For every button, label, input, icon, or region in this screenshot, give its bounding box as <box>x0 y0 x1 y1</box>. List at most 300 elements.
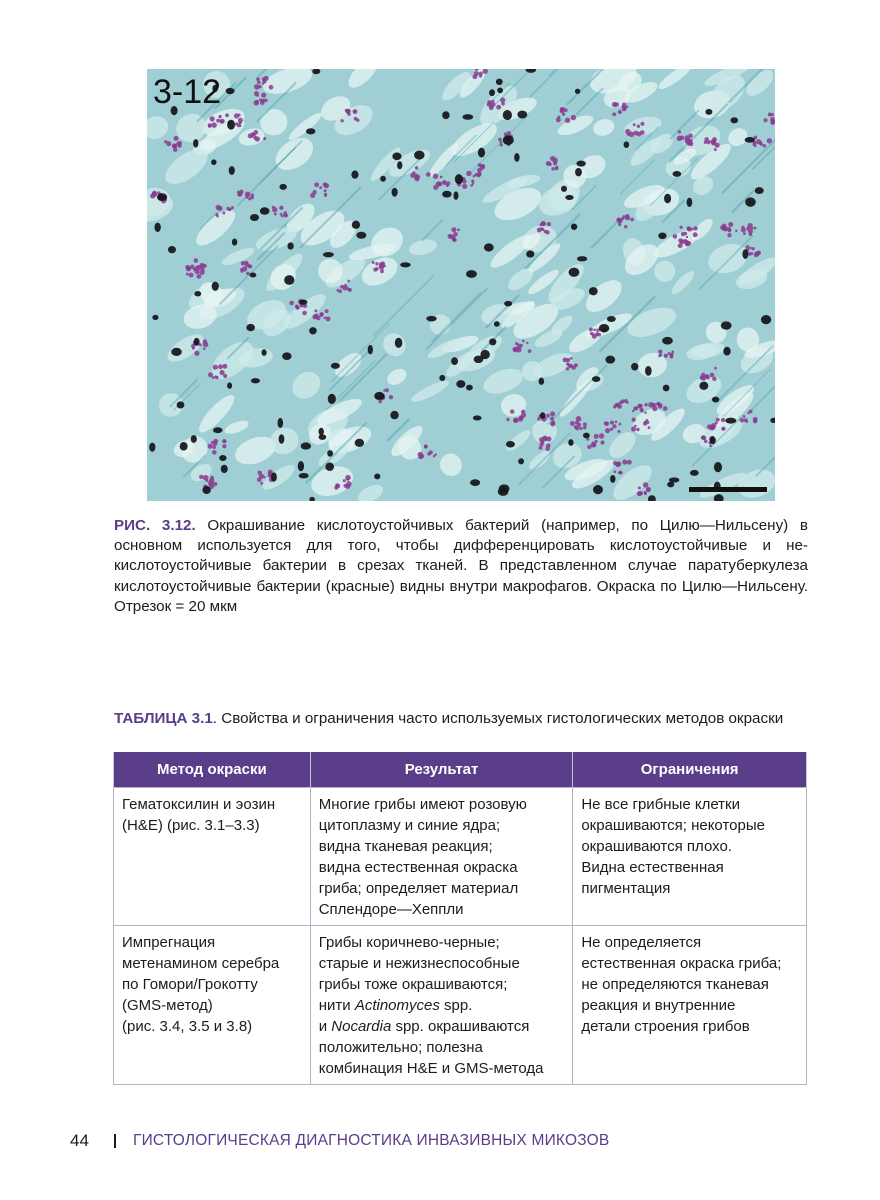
nucleus <box>610 475 615 483</box>
bacteria-dot <box>419 455 423 459</box>
bacteria-dot <box>335 483 339 487</box>
bacteria-dot <box>272 207 277 212</box>
bacteria-dot <box>506 418 509 421</box>
nucleus <box>157 193 167 201</box>
cell-line: Грибы коричнево-черные; <box>318 934 500 951</box>
bacteria-dot <box>768 113 772 117</box>
bacteria-dot <box>343 479 346 482</box>
figure-label: 3-12 <box>153 73 222 111</box>
bacteria-dot <box>583 426 587 430</box>
bacteria-dot <box>354 117 358 121</box>
bacteria-dot <box>412 171 415 174</box>
bacteria-dot <box>237 123 241 127</box>
nucleus <box>517 111 527 119</box>
cell-line: детали строения грибов <box>581 1018 750 1035</box>
bacteria-dot <box>615 421 618 424</box>
cell-line <box>319 995 565 1016</box>
bacteria-dot <box>629 132 634 137</box>
table-title-lead: ТАБЛИЦА 3.1 <box>114 710 213 727</box>
bacteria-dot <box>600 440 604 444</box>
cell-line: старые и нежизнеспособные <box>318 955 520 972</box>
nucleus <box>456 380 465 388</box>
nucleus <box>631 363 638 371</box>
bacteria-dot <box>709 444 712 447</box>
bacteria-dot <box>466 171 471 176</box>
bacteria-dot <box>646 488 650 492</box>
nucleus <box>171 348 182 356</box>
cell-line: Импрегнация <box>122 934 216 951</box>
bacteria-dot <box>218 206 223 211</box>
nucleus <box>287 242 293 249</box>
bacteria-dot <box>610 428 613 431</box>
bacteria-dot <box>172 144 177 149</box>
bacteria-dot <box>633 407 637 411</box>
bacteria-dot <box>622 215 625 218</box>
nucleus <box>279 184 286 190</box>
nucleus <box>503 135 514 145</box>
bacteria-dot <box>477 172 482 177</box>
nucleus <box>690 470 699 476</box>
bacteria-dot <box>687 227 692 232</box>
bacteria-dot <box>203 347 206 350</box>
cell-line: Гематоксилин и эозин <box>122 796 276 813</box>
bacteria-dot <box>640 122 644 126</box>
nucleus <box>755 187 764 194</box>
nucleus <box>662 337 673 345</box>
bacteria-dot <box>256 94 258 96</box>
bacteria-dot <box>637 404 642 409</box>
bacteria-dot <box>429 450 433 454</box>
nucleus <box>219 455 226 461</box>
bacteria-dot <box>438 182 443 187</box>
bacteria-dot <box>263 138 265 140</box>
bacteria-dot <box>543 436 548 441</box>
nucleus <box>319 434 327 440</box>
cell-method <box>114 788 311 926</box>
bacteria-dot <box>491 100 494 103</box>
bacteria-dot <box>241 261 246 266</box>
bacteria-dot <box>590 332 592 334</box>
bacteria-dot <box>326 316 331 321</box>
nucleus <box>568 439 573 446</box>
bacteria-dot <box>415 166 418 169</box>
nucleus <box>331 363 340 369</box>
nucleus <box>699 382 708 390</box>
bacteria-dot <box>547 222 551 226</box>
nucleus <box>380 176 386 182</box>
bacteria-dot <box>253 136 257 140</box>
cell-line: окрашиваются; некоторые <box>581 817 765 834</box>
bacteria-dot <box>325 309 329 313</box>
bacteria-dot <box>659 354 662 357</box>
cell-line: (рис. 3.4, 3.5 и 3.8) <box>122 1018 253 1035</box>
bacteria-dot <box>597 333 601 337</box>
bacteria-dot <box>720 225 725 230</box>
bacteria-dot <box>670 355 673 358</box>
nucleus <box>494 321 500 327</box>
nucleus <box>284 275 294 285</box>
bacteria-dot <box>433 174 438 179</box>
bacteria-dot <box>340 285 344 289</box>
bacteria-dot <box>343 484 347 488</box>
bacteria-dot <box>237 191 240 194</box>
bacteria-dot <box>424 444 428 448</box>
nucleus <box>540 412 545 419</box>
footer-separator <box>114 1134 116 1148</box>
nucleus <box>489 89 495 96</box>
table-row <box>114 788 807 926</box>
nucleus <box>180 442 188 451</box>
bacteria-dot <box>433 185 438 190</box>
cell-line: (H&E) (рис. 3.1–3.3) <box>122 817 260 834</box>
cell-line: метенамином серебра <box>122 955 280 972</box>
nucleus <box>177 401 185 408</box>
bacteria-dot <box>632 418 636 422</box>
cell-line: окрашиваются плохо. <box>581 838 732 855</box>
bacteria-dot <box>500 143 503 146</box>
bacteria-dot <box>763 118 767 122</box>
bacteria-dot <box>714 367 717 370</box>
bacteria-dot <box>346 287 349 290</box>
nucleus <box>497 87 503 93</box>
genus-name: Actinomyces <box>354 997 440 1014</box>
bacteria-dot <box>693 226 697 230</box>
nucleus <box>673 171 682 177</box>
bacteria-dot <box>258 85 261 88</box>
nucleus <box>565 195 573 200</box>
bacteria-dot <box>546 443 550 447</box>
bacteria-dot <box>741 227 746 232</box>
bacteria-dot <box>576 416 582 422</box>
nucleus <box>518 458 524 464</box>
caption-text: Окрашивание кислотоустойчивых бактерий (например, по Цилю—Нильсену) в основном используется для того, чтобы дифференцировать кислотоустойчивые и не-кислотоустойчивые бактерии в срезах тканей. В представленном случае паратуберкулеза кислотоустойчивые бактерии (красные) видны внутри макрофагов. Окраска по Цилю—Нильсену. Отрезок = 20 мкм <box>114 517 808 615</box>
bacteria-dot <box>453 236 456 239</box>
bacteria-dot <box>472 74 477 79</box>
bacteria-dot <box>637 125 640 128</box>
bacteria-dot <box>269 85 274 90</box>
bacteria-dot <box>384 265 386 267</box>
bacteria-dot <box>323 317 326 320</box>
bacteria-dot <box>621 399 625 403</box>
nucleus <box>149 443 155 452</box>
bacteria-dot <box>624 225 627 228</box>
bacteria-dot <box>414 174 419 179</box>
bacteria-dot <box>617 430 620 433</box>
bacteria-dot <box>174 136 179 141</box>
cell-line: пигментация <box>581 880 671 897</box>
nucleus <box>571 224 577 230</box>
nucleus <box>390 411 398 419</box>
nucleus <box>414 151 424 160</box>
nucleus <box>730 117 738 123</box>
bacteria-dot <box>658 350 662 354</box>
bacteria-dot <box>216 119 220 123</box>
bacteria-dot <box>346 109 351 114</box>
nucleus <box>589 287 598 295</box>
cell-line: цитоплазму и синие ядра; <box>318 817 501 834</box>
bacteria-dot <box>324 195 326 197</box>
bacteria-dot <box>712 137 717 142</box>
nucleus <box>355 439 364 447</box>
bacteria-dot <box>274 213 277 216</box>
bacteria-dot <box>630 218 634 222</box>
nucleus <box>462 114 473 120</box>
bacteria-dot <box>710 425 715 430</box>
bacteria-dot <box>537 417 540 420</box>
bacteria-dot <box>749 233 752 236</box>
nucleus <box>260 207 270 214</box>
bacteria-dot <box>565 118 570 123</box>
bacteria-dot <box>234 113 239 118</box>
bacteria-dot <box>353 110 356 113</box>
bacteria-dot <box>540 223 543 226</box>
nucleus <box>503 110 512 120</box>
bacteria-dot <box>622 105 625 108</box>
nucleus <box>669 477 680 482</box>
bacteria-dot <box>593 328 596 331</box>
cell-line: грибы тоже окрашиваются; <box>318 976 508 993</box>
bacteria-dot <box>614 470 617 473</box>
nucleus <box>745 137 755 143</box>
bacteria-dot <box>222 211 225 214</box>
bacteria-dot <box>625 215 630 220</box>
nucleus <box>455 174 463 184</box>
bacteria-dot <box>618 218 623 223</box>
bacteria-dot <box>203 475 209 481</box>
cell-line: Не определяется <box>581 934 702 951</box>
nucleus <box>397 161 402 169</box>
nucleus <box>152 315 158 320</box>
nucleus <box>480 350 490 359</box>
bacteria-dot <box>256 77 260 81</box>
bacteria-dot <box>749 247 752 250</box>
text-fragment: spp. <box>439 997 473 1014</box>
header-result: Результат <box>310 752 573 788</box>
bacteria-dot <box>636 428 639 431</box>
bacteria-dot <box>257 477 262 482</box>
bacteria-dot <box>604 421 608 425</box>
table-header-row <box>114 752 807 788</box>
bacteria-dot <box>591 442 597 448</box>
bacteria-dot <box>220 119 225 124</box>
bacteria-dot <box>510 409 514 413</box>
cell-result <box>310 788 573 926</box>
bacteria-dot <box>472 182 475 185</box>
bacteria-dot <box>248 133 253 138</box>
bacteria-dot <box>340 119 343 122</box>
bacteria-dot <box>150 193 155 198</box>
nucleus <box>191 435 197 443</box>
bacteria-dot <box>261 93 266 98</box>
bacteria-dot <box>680 136 685 141</box>
text-fragment: spp. окрашиваются <box>391 1018 530 1035</box>
bacteria-dot <box>380 269 384 273</box>
bacteria-dot <box>186 273 189 276</box>
nucleus <box>395 338 403 348</box>
nucleus <box>514 153 519 162</box>
bacteria-dot <box>194 258 199 263</box>
nucleus <box>351 171 358 179</box>
bacteria-dot <box>574 425 578 429</box>
bacteria-dot <box>211 122 217 128</box>
bacteria-dot <box>577 423 581 427</box>
bacteria-dot <box>740 418 745 423</box>
nucleus <box>489 338 496 345</box>
bacteria-dot <box>526 342 528 344</box>
bacteria-dot <box>319 186 322 189</box>
bacteria-dot <box>743 232 746 235</box>
cell-line: по Гомори/Грокотту <box>122 976 258 993</box>
nucleus <box>226 88 235 94</box>
nucleus <box>714 462 722 472</box>
bacteria-dot <box>302 311 307 316</box>
bacteria-dot <box>566 358 570 362</box>
nucleus <box>298 461 304 471</box>
nucleus <box>328 394 336 404</box>
bacteria-dot <box>496 105 501 110</box>
cell-line: гриба; определяет материал <box>318 880 519 897</box>
bacteria-dot <box>562 112 565 115</box>
bacteria-dot <box>434 453 436 455</box>
bacteria-dot <box>263 476 265 478</box>
bacteria-dot <box>202 264 206 268</box>
nucleus <box>478 148 485 158</box>
nucleus <box>249 272 256 277</box>
bacteria-dot <box>760 143 763 146</box>
bacteria-dot <box>752 247 755 250</box>
nucleus <box>299 473 309 478</box>
bacteria-dot <box>257 81 261 85</box>
bacteria-dot <box>722 427 725 430</box>
nucleus <box>484 243 494 251</box>
bacteria-dot <box>583 422 587 426</box>
bacteria-dot <box>727 227 731 231</box>
bacteria-dot <box>644 421 647 424</box>
bacteria-dot <box>555 167 559 171</box>
bacteria-dot <box>522 340 525 343</box>
nucleus <box>561 186 567 192</box>
bacteria-dot <box>542 228 545 231</box>
bacteria-dot <box>566 367 569 370</box>
bacteria-dot <box>314 309 317 312</box>
nucleus <box>576 160 585 166</box>
nucleus <box>593 485 603 494</box>
bacteria-dot <box>746 227 750 231</box>
bacteria-dot <box>473 175 476 178</box>
bacteria-dot <box>743 415 746 418</box>
bacteria-dot <box>219 370 224 375</box>
bacteria-dot <box>210 116 215 121</box>
bacteria-dot <box>716 418 720 422</box>
bacteria-dot <box>551 167 554 170</box>
bacteria-dot <box>693 232 698 237</box>
text-fragment: нити <box>318 997 355 1014</box>
bacteria-dot <box>208 372 213 377</box>
bacteria-dot <box>489 104 493 108</box>
bacteria-dot <box>262 82 264 84</box>
bacteria-dot <box>212 450 217 455</box>
nucleus <box>607 316 616 322</box>
cell-line: положительно; полезна <box>318 1039 483 1056</box>
bacteria-dot <box>528 349 532 353</box>
bacteria-dot <box>296 306 300 310</box>
bacteria-dot <box>446 184 449 187</box>
nucleus <box>624 141 630 148</box>
bacteria-dot <box>248 197 251 200</box>
bacteria-dot <box>199 475 203 479</box>
cell-line: видна естественная окраска <box>318 859 518 876</box>
bacteria-dot <box>346 478 349 481</box>
nucleus <box>466 270 477 278</box>
bacteria-dot <box>389 395 393 399</box>
bacteria-dot <box>347 280 350 283</box>
cell-limits <box>573 788 807 926</box>
bacteria-dot <box>203 339 207 343</box>
nucleus <box>473 415 482 420</box>
bacteria-dot <box>498 138 502 142</box>
bacteria-dot <box>520 344 523 347</box>
bacteria-dot <box>254 100 260 106</box>
bacteria-dot <box>714 148 717 151</box>
nucleus <box>325 462 334 470</box>
nucleus <box>202 486 210 494</box>
nucleus <box>282 352 291 360</box>
bacteria-dot <box>316 316 321 321</box>
bacteria-dot <box>618 471 621 474</box>
bacteria-dot <box>571 115 576 120</box>
bacteria-dot <box>715 143 720 148</box>
bacteria-dot <box>246 272 250 276</box>
table-title-text: . Свойства и ограничения часто используемых гистологических методов окраски <box>212 710 784 727</box>
bacteria-dot <box>767 138 772 143</box>
bacteria-dot <box>710 373 715 378</box>
bacteria-dot <box>245 196 248 199</box>
bacteria-dot <box>605 428 610 433</box>
bacteria-dot <box>194 351 199 356</box>
nucleus <box>299 299 307 304</box>
bacteria-dot <box>222 364 227 369</box>
nucleus <box>194 338 200 346</box>
bacteria-dot <box>248 264 252 268</box>
bacteria-dot <box>240 190 244 194</box>
nucleus <box>439 375 445 381</box>
bacteria-dot <box>320 312 324 316</box>
bacteria-dot <box>678 238 683 243</box>
nucleus <box>318 428 323 436</box>
bacteria-dot <box>224 440 227 443</box>
bacteria-dot <box>375 267 378 270</box>
bacteria-dot <box>706 376 710 380</box>
bacteria-dot <box>260 482 263 485</box>
bacteria-dot <box>284 213 288 217</box>
nucleus <box>356 232 366 239</box>
nucleus <box>742 249 748 259</box>
bacteria-dot <box>610 421 614 425</box>
nucleus <box>306 128 316 134</box>
bacteria-dot <box>673 234 678 239</box>
bacteria-dot <box>644 411 647 414</box>
nucleus <box>526 250 534 257</box>
bacteria-dot <box>289 301 294 306</box>
nucleus <box>575 89 580 94</box>
nucleus <box>227 120 235 130</box>
nucleus <box>599 324 609 332</box>
nucleus <box>392 153 401 161</box>
bacteria-dot <box>208 444 213 449</box>
nucleus <box>309 327 317 334</box>
bacteria-dot <box>426 172 431 177</box>
nucleus <box>194 291 201 296</box>
